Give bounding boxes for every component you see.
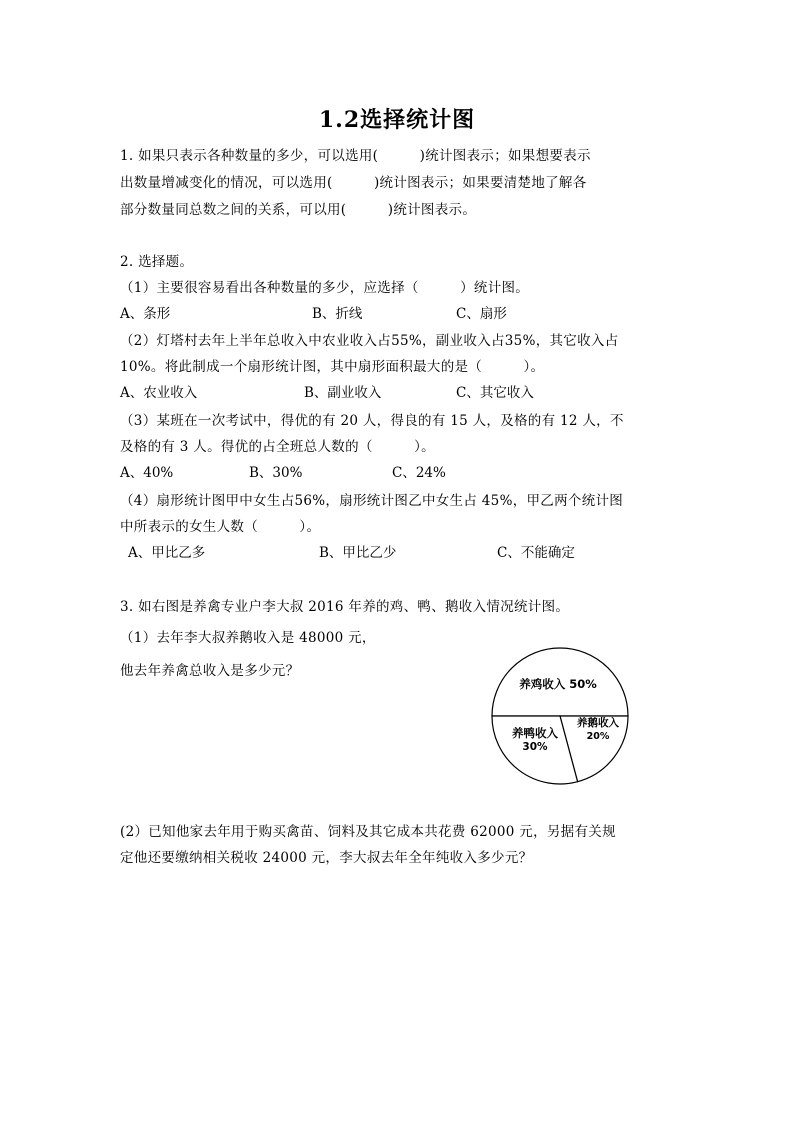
q1-line-3: 部分数量同总数之间的关系，可以用( )统计图表示。 (120, 202, 477, 218)
q2-sub3-line-1: （3）某班在一次考试中，得优的有 20 人，得良的有 15 人，及格的有 12 人，不 (120, 413, 624, 429)
q2-sub1-option-c: C、扇形 (456, 306, 507, 322)
q3-sub2-line-1: (2）已知他家去年用于购买禽苗、饲料及其它成本共花费 62000 元，另据有关规 (120, 824, 616, 840)
q2-sub2-option-b: B、副业收入 (304, 385, 382, 401)
q2-sub3-option-b: B、30% (249, 465, 303, 481)
q2-sub4-option-b: B、甲比乙少 (319, 545, 397, 561)
pie-chart-svg (490, 646, 630, 786)
q2-sub3-line-2: 及格的有 3 人。得优的占全班总人数的（ ）。 (120, 439, 435, 455)
q2-sub4-line-1: （4）扇形统计图甲中女生占56%，扇形统计图乙中女生占 45%，甲乙两个统计图 (120, 493, 624, 509)
q2-sub3-option-c: C、24% (392, 465, 446, 481)
q3-sub2-line-2: 定他还要缴纳相关税收 24000 元，李大叔去年全年纯收入多少元？ (120, 850, 533, 866)
q1-line-2: 出数量增减变化的情况，可以选用( )统计图表示；如果要清楚地了解各 (120, 175, 587, 191)
pie-label-goose-percent: 20% (586, 731, 610, 742)
q3-sub1-line-2: 他去年养禽总收入是多少元？ (120, 663, 300, 679)
page-title: 1.2选择统计图 (318, 107, 476, 133)
pie-label-duck: 养鸭收入 (512, 726, 558, 740)
income-pie-chart (490, 646, 630, 786)
q2-sub4-option-c: C、不能确定 (497, 545, 575, 561)
q2-sub4-line-2: 中所表示的女生人数（ ）。 (120, 519, 321, 535)
q1-line-1: 1. 如果只表示各种数量的多少，可以选用( )统计图表示；如果想要表示 (120, 148, 591, 164)
pie-label-chicken: 养鸡收入 50% (519, 677, 597, 691)
q3-sub1-line-1: （1）去年李大叔养鹅收入是 48000 元， (120, 630, 376, 646)
pie-label-duck-percent: 30% (522, 741, 548, 753)
q2-sub2-line-2: 10%。将此制成一个扇形统计图，其中扇形面积最大的是（ ）。 (120, 359, 545, 375)
q2-sub2-option-c: C、其它收入 (456, 385, 534, 401)
q2-sub3-option-a: A、40% (120, 465, 174, 481)
pie-label-goose: 养鹅收入 (577, 717, 619, 729)
q2-sub1-option-b: B、折线 (312, 306, 363, 322)
q2-sub2-option-a: A、农业收入 (120, 385, 198, 401)
q2-heading: 2. 选择题。 (120, 254, 194, 270)
q2-sub2-line-1: （2）灯塔村去年上半年总收入中农业收入占55%，副业收入占35%，其它收入占 (120, 333, 619, 349)
q2-sub1-option-a: A、条形 (120, 306, 171, 322)
q2-sub1-text: （1）主要很容易看出各种数量的多少，应选择（ ）统计图。 (120, 280, 530, 296)
q3-intro: 3. 如右图是养禽专业户李大叔 2016 年养的鸡、鸭、鹅收入情况统计图。 (120, 599, 570, 615)
q2-sub4-option-a: A、甲比乙多 (128, 545, 206, 561)
